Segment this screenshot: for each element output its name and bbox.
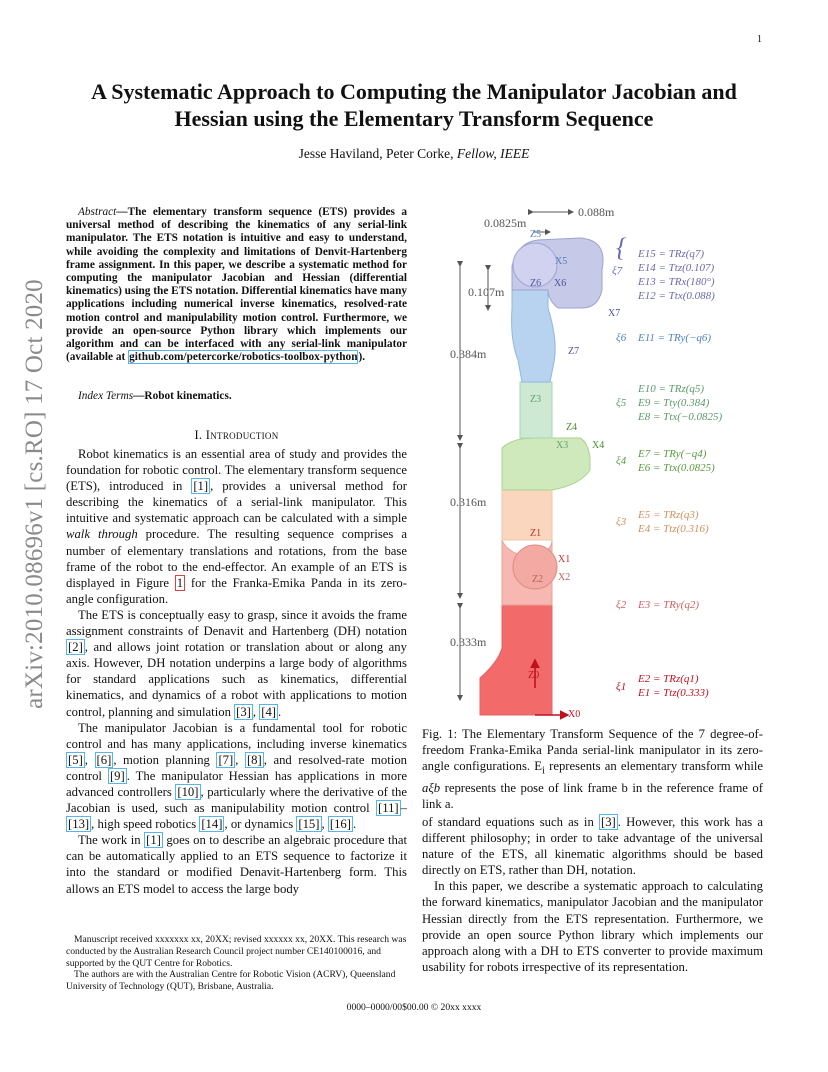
z5-label: Z5 xyxy=(530,229,542,240)
text: procedure. The resulting sequence comprises a number of elementary translations and rotations, from the base frame of the robot to the end-effector. An example of an ETS is displayed in Figure xyxy=(66,527,407,590)
text: goes on to describe an algebraic procedure that can be automatically applied to an ETS sequence to factorize it into the standard or modified Denavit-Hartenberg form. This allows an ETS model to access the large body xyxy=(66,833,408,896)
link-3 xyxy=(502,490,552,540)
xi3: ξ3 xyxy=(616,516,627,528)
author-fellow: Fellow, IEEE xyxy=(456,146,530,161)
arxiv-stamp xyxy=(19,256,51,736)
xi6: ξ6 xyxy=(616,332,627,344)
z3-label: Z3 xyxy=(530,394,542,405)
title-line-2: Hessian using the Elementary Transform Sequence xyxy=(174,106,654,131)
text: The work in xyxy=(78,833,145,848)
figure-link[interactable]: 1 xyxy=(176,575,184,590)
citation-link[interactable]: [9] xyxy=(109,768,125,783)
e1: E1 = Ttz(0.333) xyxy=(638,687,709,699)
text: The ETS is conceptually easy to grasp, since it avoids the frame assignment constraints of Denavit and Hartenberg (DH) notation xyxy=(66,607,407,639)
page-number: 1 xyxy=(757,34,762,45)
authors xyxy=(60,146,768,162)
title-line-1: A Systematic Approach to Computing the Manipulator Jacobian and xyxy=(91,79,737,104)
abstract xyxy=(66,206,407,364)
e15: E15 = TRz(q7) xyxy=(638,248,705,260)
z2-label: Z2 xyxy=(532,574,544,585)
xi4: ξ4 xyxy=(616,455,627,467)
citation-link[interactable]: [3] xyxy=(600,815,616,829)
link-5 xyxy=(520,382,552,438)
arxiv-stamp-text: arXiv:2010.08696v1 [cs.RO] 17 Oct 2020 xyxy=(21,279,48,709)
citation-link[interactable]: [16] xyxy=(329,817,351,832)
citation-link[interactable]: [11] xyxy=(377,801,399,816)
xi2: ξ2 xyxy=(616,599,627,611)
link-0-base xyxy=(480,605,552,715)
right-body xyxy=(422,814,763,975)
z1-label: Z1 xyxy=(530,528,542,539)
e2: E2 = TRz(q1) xyxy=(638,673,699,685)
xi1: ξ1 xyxy=(616,681,627,693)
citation-link[interactable]: [5] xyxy=(68,752,83,767)
citation-link[interactable]: [6] xyxy=(96,752,112,767)
section-heading: I. Introduction xyxy=(194,428,279,442)
right-paragraph-1 xyxy=(422,814,763,878)
index-terms xyxy=(66,388,407,404)
citation-link[interactable]: [15] xyxy=(298,817,320,832)
x2-label: X2 xyxy=(558,572,571,583)
brace-7: { xyxy=(616,233,627,262)
footnote-affiliation: The authors are with the Australian Centre for Robotic Vision (ACRV), Queensland University of Technology (QUT), Brisbane, Australia. xyxy=(66,969,396,993)
z0-label: Z0 xyxy=(528,670,540,681)
intro-paragraph-3: The manipulator Jacobian is a fundamental tool for robotic control and has many applications, including inverse kinematics [5] , [6] , motion planning [7] , [8] , and resolved-rate motion control [9] . The manipulator Hessian has applications in more advanced controllers [10] , particularly where the derivative of the Jacobian is used, such as manipulability motion control [11] –[13] , high speed robotics [14] , or dynamics [15] , [16] . xyxy=(66,720,408,832)
x4-label: X4 xyxy=(592,440,605,451)
dim-0107: 0.107m xyxy=(468,285,505,299)
e7: E7 = TRy(−q4) xyxy=(638,448,707,460)
intro-body xyxy=(66,446,407,897)
index-text: —Robot kinematics. xyxy=(133,390,232,402)
text: Robot kinematics is an essential area of study and provides the foundation for robotic control. The elementary transform sequence (ETS), introduced in xyxy=(66,447,407,494)
text: of standard equations such as in xyxy=(422,815,599,829)
intro-paragraph-2: The ETS is conceptually easy to grasp, since it avoids the frame assignment constraints of Denavit and Hartenberg (DH) notation [2] , and allows joint rotation or translation about or along any axis. However, DH notation underpins a large body of algorithms for standard applications such as kinematics, differential kinematics, and dynamics of a robot with applications to motion control, planning and simulation [3] , [4] . xyxy=(66,607,407,719)
citation-link[interactable]: [13] xyxy=(68,817,90,832)
e3: E3 = TRy(q2) xyxy=(638,599,699,611)
caption-text: represents an elementary transform while xyxy=(544,759,763,774)
author-names: Jesse Haviland, Peter Corke, xyxy=(298,146,454,161)
caption-xi: aξb xyxy=(422,780,441,795)
text: , particularly where the derivative of the Jacobian is used, such as manipulability motion control xyxy=(66,784,407,816)
citation-link[interactable]: [7] xyxy=(218,752,234,767)
abstract-text: —The elementary transform sequence (ETS) provides a universal method of describing the kinematics of any serial-link manipulator. The ETS notation is intuitive and easy to understand, while avoiding the complexity and limitations of Denvit-Hartenberg frame assignment. In this paper, we describe a systematic method for computing the manipulator Jacobian and Hessian (differential kinematics) using the ETS notation. Differential kinematics have many applications including numerical inverse kinematics, resolved-rate motion control and manipulability motion control. Furthermore, we provide an open-source Python library which implements our algorithm and can be interfaced with any serial-link manipulator (available at xyxy=(66,206,407,364)
x5-label: X5 xyxy=(555,256,568,267)
e12: E12 = Ttx(0.088) xyxy=(638,290,715,302)
abstract-label: Abstract xyxy=(78,206,117,218)
text: . However, this work has a different philosophy; in order to take advantage of the universal nature of the ETS, all kinematic algorithms should be based directly on ETS, rather than DH, notation. xyxy=(422,815,763,878)
link-6 xyxy=(512,290,556,382)
dim-0384: 0.384m xyxy=(450,347,487,361)
citation-link[interactable]: [3] xyxy=(236,704,251,719)
citation-link[interactable]: [8] xyxy=(246,752,262,767)
citation-link[interactable]: [4] xyxy=(261,704,277,719)
intro-paragraph-4 xyxy=(66,832,407,896)
abstract-link[interactable]: github.com/petercorke/robotics-toolbox-python xyxy=(129,351,358,364)
citation-link[interactable]: [14] xyxy=(201,817,223,832)
intro-paragraph-1 xyxy=(66,446,407,607)
x7-label: X7 xyxy=(608,308,621,319)
text: , provides a universal method for describing the kinematics of a serial-link manipulator. This intuitive and systematic approach can be calculated with a simple xyxy=(66,479,407,526)
emphasis: walk through xyxy=(66,527,138,542)
text: for the Franka-Emika Panda in its zero-angle configuration. xyxy=(66,575,407,606)
citation-link[interactable]: [2] xyxy=(68,640,83,655)
text: . The manipulator Hessian has applications in more advanced controllers xyxy=(66,768,407,799)
x6-label: X6 xyxy=(554,278,567,289)
caption-sub: i xyxy=(542,765,545,777)
right-paragraph-2: In this paper, we describe a systematic approach to calculating the forward kinematics, manipulator Jacobian and the manipulator Hessian directly from the ETS representation. Furthermore, we provide an open source Python library which implements our approach along with a DH to ETS converter to provide maximum usability for robots irrespective of its representation. xyxy=(422,879,763,974)
text: , high speed robotics xyxy=(91,817,200,832)
footnote-manuscript: Manuscript received xxxxxxx xx, 20XX; revised xxxxxx xx, 20XX. This research was conducted by the Australian Research Council project number CE140100016, and supported by the QUT Centre for Robotics. xyxy=(66,934,407,969)
dim-00825: 0.0825m xyxy=(484,216,527,230)
e5: E5 = TRz(q3) xyxy=(638,509,699,521)
z7-label: Z7 xyxy=(568,346,580,357)
text: The manipulator Jacobian is a fundamental tool for robotic control and has many applications, including inverse kinematics xyxy=(66,720,407,751)
e6: E6 = Ttx(0.0825) xyxy=(638,462,715,474)
caption-text: Fig. 1: The Elementary Transform Sequence of the 7 degree-of-freedom Franka-Emika Panda serial-link manipulator in its zero-angle configurations. E xyxy=(422,727,763,774)
e11: E11 = TRy(−q6) xyxy=(638,332,712,344)
z4-label: Z4 xyxy=(566,422,578,433)
footnotes xyxy=(66,934,407,993)
e10: E10 = TRz(q5) xyxy=(638,383,705,395)
x3-label: X3 xyxy=(556,440,569,451)
e4: E4 = Ttz(0.316) xyxy=(638,523,709,535)
copyright: 0000–0000/00$00.00 © 20xx xxxx xyxy=(346,1002,482,1013)
figure-1-panda-diagram xyxy=(440,200,770,722)
citation-link[interactable]: [10] xyxy=(177,784,199,799)
text: , motion planning xyxy=(113,752,217,767)
e14: E14 = Ttz(0.107) xyxy=(638,262,715,274)
link-4 xyxy=(502,438,590,490)
dim-0316: 0.316m xyxy=(450,495,487,509)
dim-0333: 0.333m xyxy=(450,635,487,649)
citation-link[interactable]: [1] xyxy=(146,833,161,848)
figure-1-caption xyxy=(422,726,763,812)
e9: E9 = Tty(0.384) xyxy=(638,397,710,409)
e8: E8 = Ttx(−0.0825) xyxy=(638,411,723,423)
dim-0088: 0.088m xyxy=(578,205,615,219)
text: , or dynamics xyxy=(224,817,297,832)
index-label: Index Terms xyxy=(78,390,134,402)
text: , and resolved-rate motion control xyxy=(66,752,408,783)
text: , and allows joint rotation or translation about or along any axis. However, DH notation underpins a large body of algorithms for standard applications such as kinematics, differential kinematics, and dynamics of a robot with applications to motion control, planning and simulation xyxy=(66,640,407,719)
citation-link[interactable]: [1] xyxy=(193,479,209,494)
xi5: ξ5 xyxy=(616,397,627,409)
x1-label: X1 xyxy=(558,554,571,565)
caption-text: represents the pose of link frame b in the reference frame of link a. xyxy=(422,780,763,811)
x0-label: X0 xyxy=(568,709,581,720)
paper-title xyxy=(60,78,768,132)
e13: E13 = TRx(180°) xyxy=(638,276,715,288)
z6-label: Z6 xyxy=(530,278,542,289)
abstract-end: ). xyxy=(358,351,366,364)
xi7: ξ7 xyxy=(612,265,623,277)
